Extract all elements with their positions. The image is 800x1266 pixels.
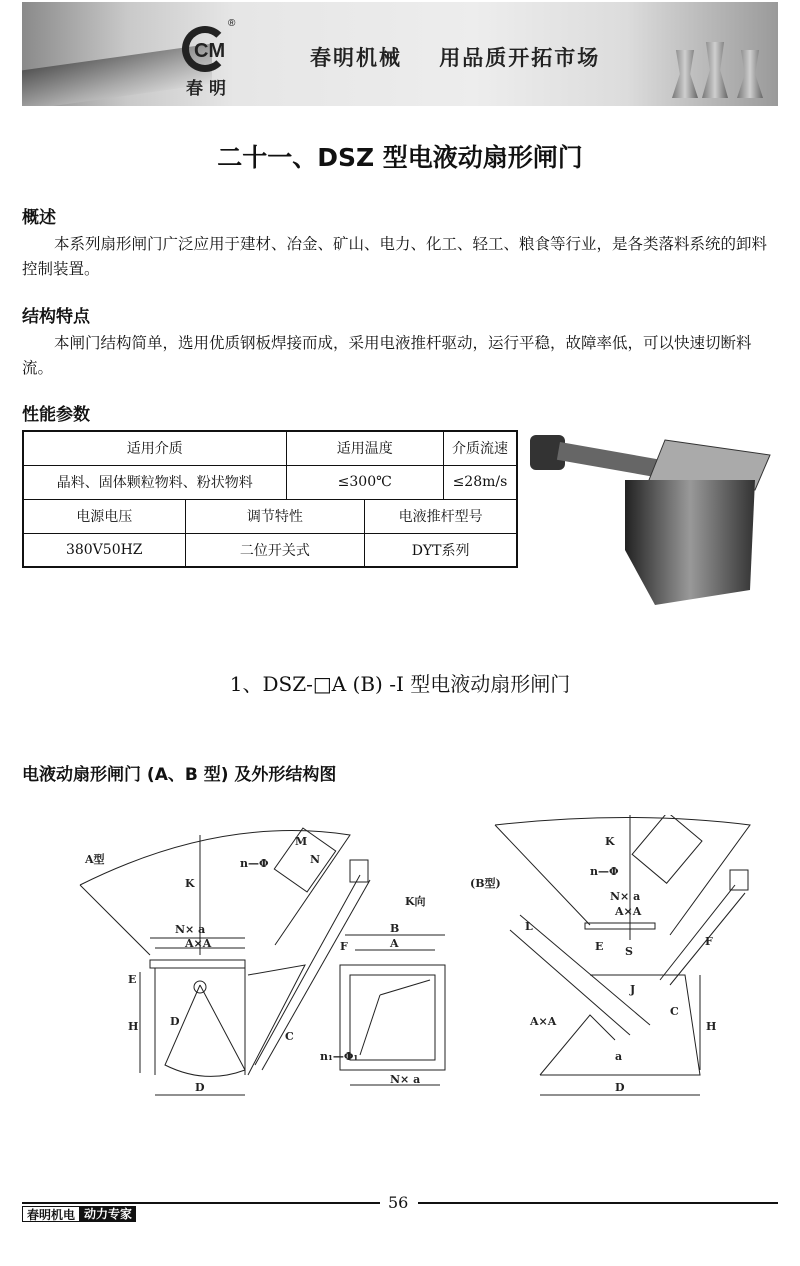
dim-label: L: [525, 920, 533, 933]
dim-label: S: [625, 945, 633, 958]
cooling-tower-image: [737, 50, 763, 98]
table-row: 380V50HZ 二位开关式 DYT系列: [23, 533, 517, 567]
cooling-tower-image: [702, 42, 728, 98]
dim-label: D: [170, 1015, 180, 1028]
dim-label: K: [185, 877, 195, 890]
section-text: 本系列扇形闸门广泛应用于建材、冶金、矿山、电力、化工、轻工、粮食等行业，是各类落料系统的卸料控制装置。: [22, 235, 768, 278]
footer-divider: [418, 1202, 778, 1204]
dim-label: H: [706, 1020, 717, 1033]
dim-label: J: [630, 983, 636, 996]
cooling-tower-image: [672, 50, 698, 98]
dim-label: E: [595, 940, 604, 953]
dim-label: F: [705, 935, 713, 948]
dim-label: A×A: [185, 937, 212, 950]
slogan: 春明机械 用品质开拓市场: [310, 46, 601, 70]
gate-structure-drawing: [70, 815, 780, 1105]
dim-label: A: [390, 937, 399, 950]
b-type-label: (B型): [470, 877, 501, 890]
dim-label: n—Φ: [590, 865, 619, 878]
a-type-label: A型: [85, 853, 105, 866]
dim-label: n₁—Φ₁: [320, 1050, 359, 1063]
dim-label: C: [670, 1005, 679, 1018]
model-subtitle: 1、DSZ-□A (B) -I 型电液动扇形闸门: [229, 672, 571, 696]
dim-label: A×A: [615, 905, 642, 918]
section-heading: 概述: [22, 208, 56, 228]
k-view-label: K向: [405, 895, 426, 908]
table-row: 适用介质 适用温度 介质流速: [23, 431, 517, 465]
section-text: 本闸门结构简单，选用优质钢板焊接而成，采用电液推杆驱动，运行平稳，故障率低，可以快速切断料流。: [22, 334, 752, 377]
table-row: 电源电压 调节特性 电液推杆型号: [23, 499, 517, 533]
footer-divider: [22, 1202, 380, 1204]
section-heading: 结构特点: [22, 307, 90, 327]
performance-table: [22, 430, 518, 568]
dim-label: D: [615, 1081, 625, 1094]
dim-label: M: [295, 835, 308, 848]
footer-brand: 春明机电 动力专家: [22, 1206, 136, 1222]
dim-label: N× a: [390, 1073, 421, 1086]
page-number: 56: [388, 1193, 409, 1212]
dim-label: N× a: [175, 923, 206, 936]
dim-label: N: [310, 853, 321, 866]
dim-label: C: [285, 1030, 294, 1043]
page-title: 二十一、DSZ 型电液动扇形闸门: [217, 143, 583, 172]
dim-label: B: [390, 922, 400, 935]
drawing-caption: 电液动扇形闸门 (A、B 型) 及外形结构图: [22, 765, 337, 785]
dim-label: E: [128, 973, 137, 986]
dim-label: n—Φ: [240, 857, 269, 870]
dim-label: H: [128, 1020, 139, 1033]
dim-label: F: [340, 940, 348, 953]
gate-product-photo: [525, 430, 775, 610]
dim-label: a: [615, 1050, 623, 1063]
dim-label: D: [195, 1081, 205, 1094]
dim-label: A×A: [530, 1015, 557, 1028]
table-row: 晶料、固体颗粒物料、粉状物料 ≤300℃ ≤28m/s: [23, 465, 517, 499]
section-heading: 性能参数: [22, 405, 90, 425]
dim-label: K: [605, 835, 615, 848]
company-logo: CM ® 春明: [180, 18, 240, 98]
dim-label: N× a: [610, 890, 641, 903]
